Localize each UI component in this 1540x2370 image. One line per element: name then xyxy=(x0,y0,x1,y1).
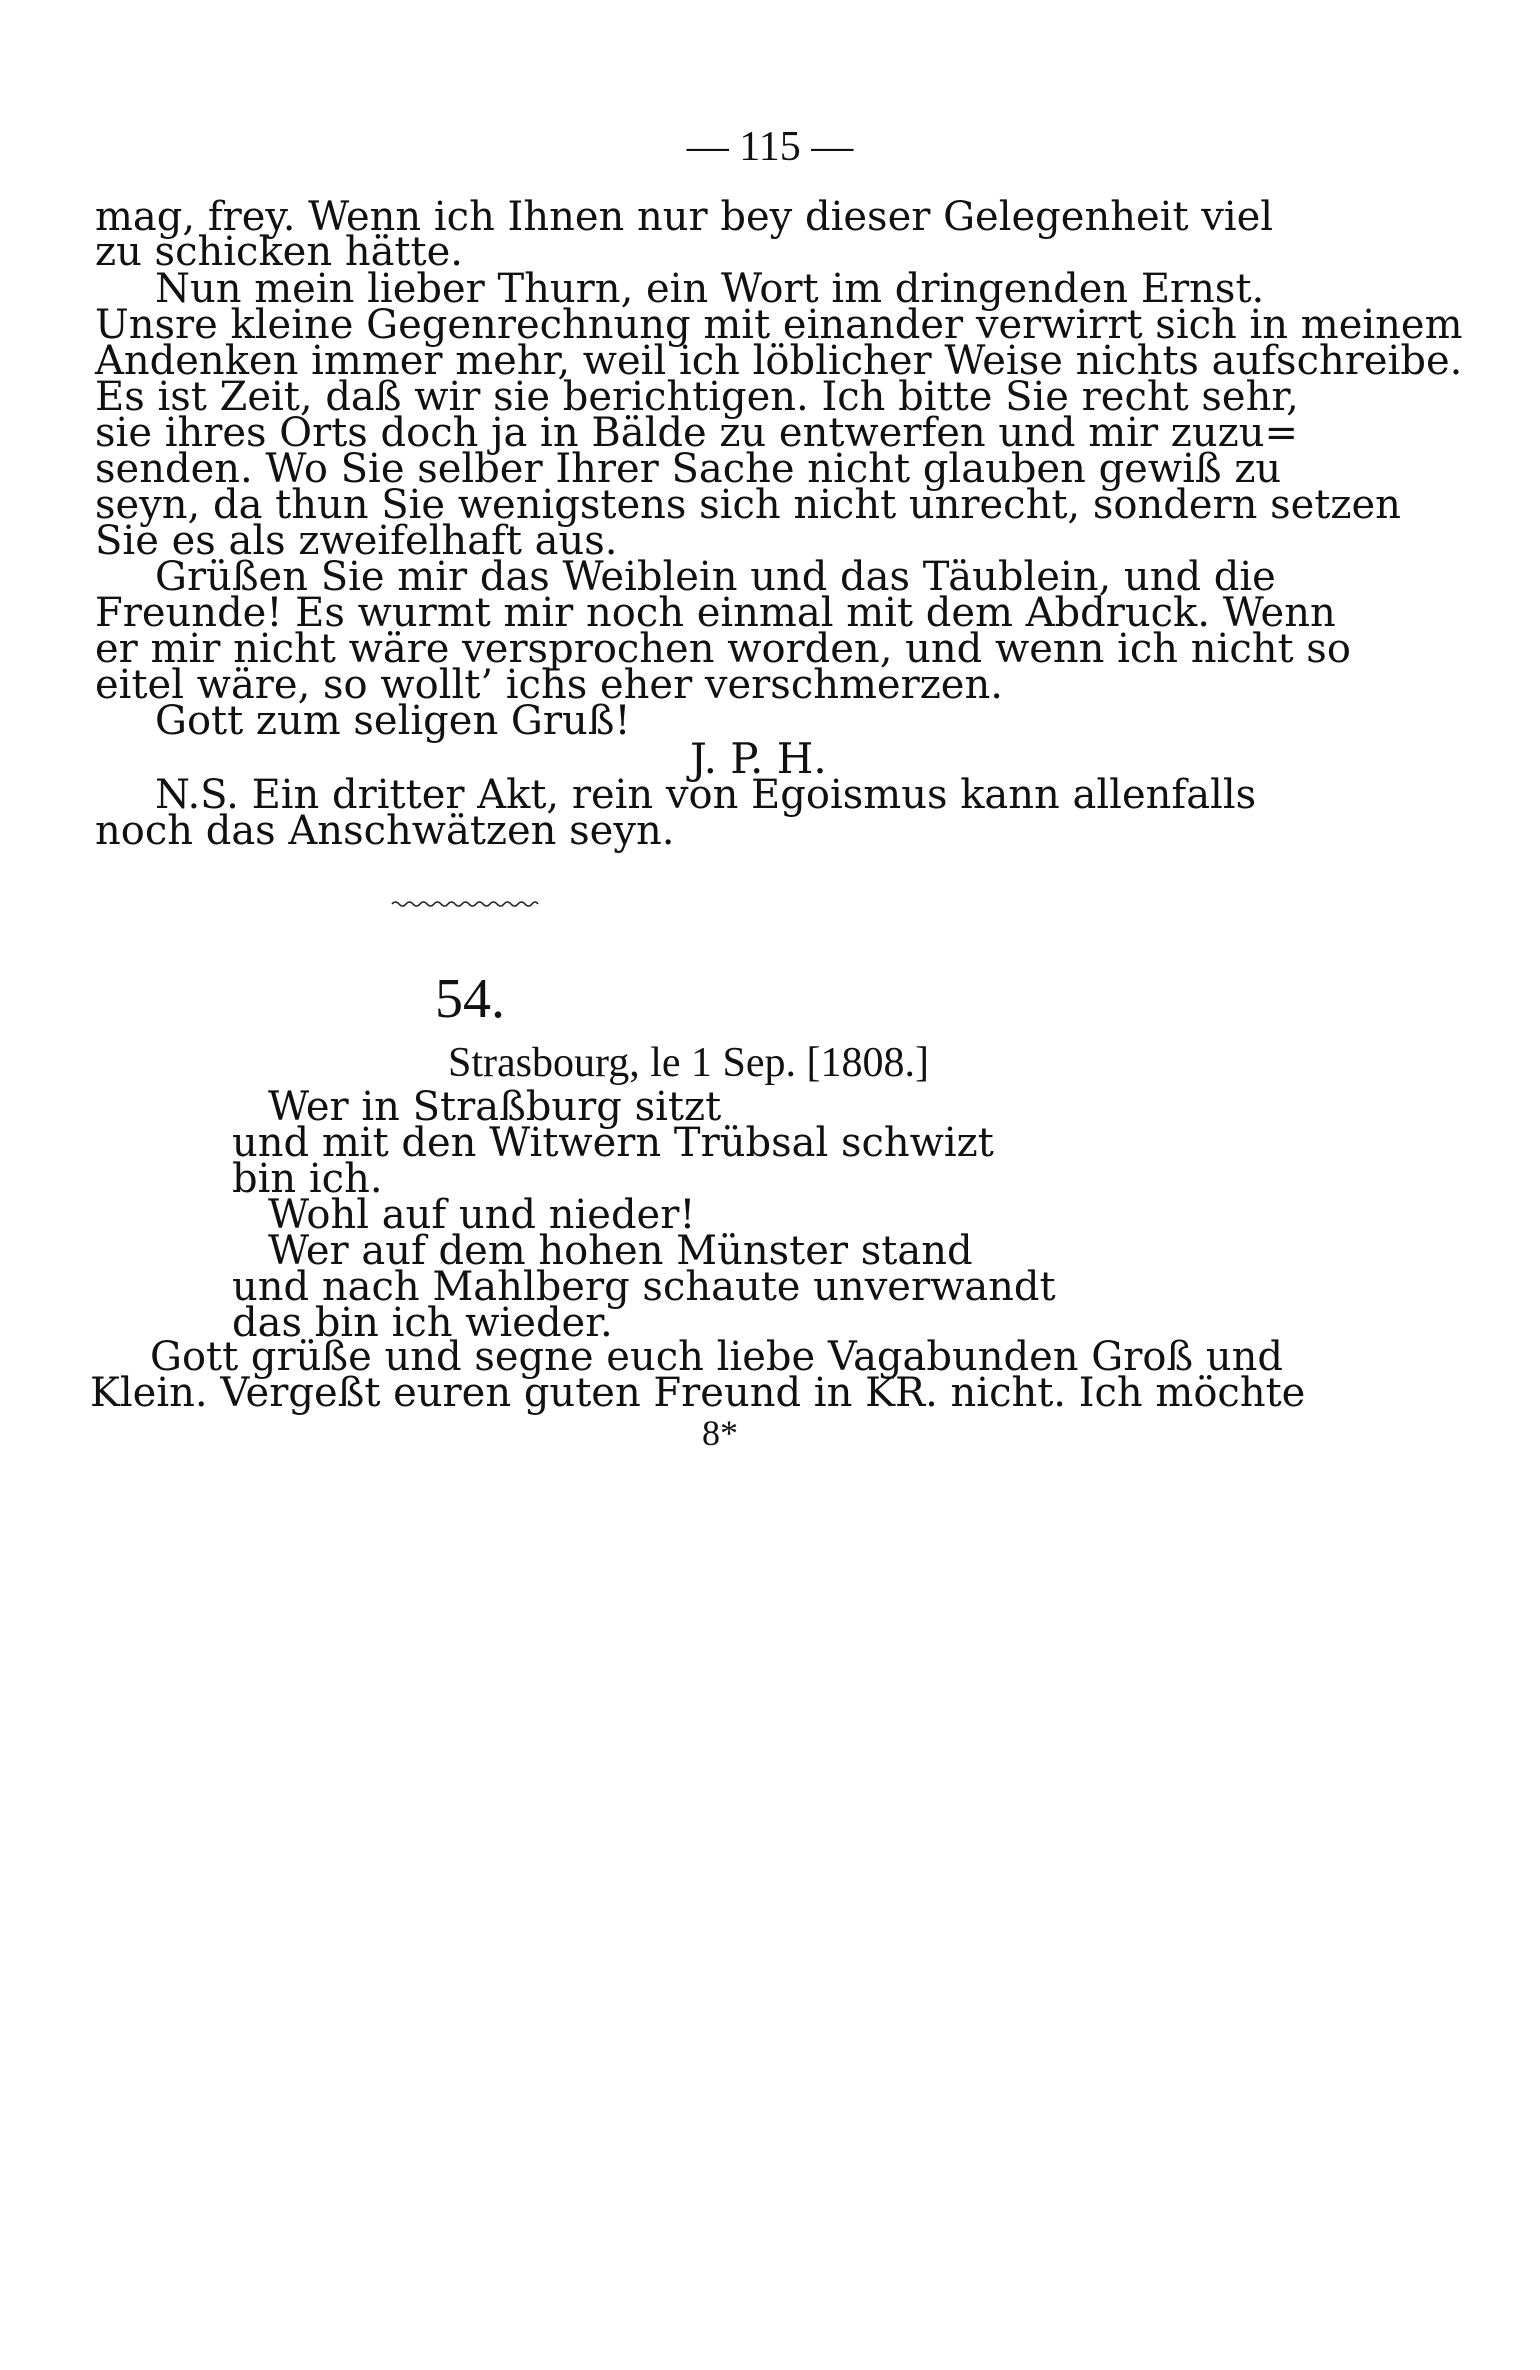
page-number: — 115 — xyxy=(686,124,854,170)
text-line: er mir nicht wäre versprochen worden, und wenn ich nicht so xyxy=(95,626,1351,672)
text-line: Unsre kleine Gegenrechnung mit einander verwirrt sich in meinem xyxy=(95,302,1463,348)
poem-line: Wer auf dem hohen Münster stand xyxy=(268,1228,973,1274)
poem-line: das bin ich wieder. xyxy=(232,1300,613,1346)
sheet-signature-mark: 8* xyxy=(702,1413,738,1453)
letter-number: 54. xyxy=(435,968,505,1030)
text-line: sie ihres Orts doch ja in Bälde zu entwerfen und mir zuzu= xyxy=(95,410,1298,456)
text-line: senden. Wo Sie selber Ihrer Sache nicht glauben gewiß zu xyxy=(95,446,1282,492)
text-line: seyn, da thun Sie wenigstens sich nicht unrecht, sondern setzen xyxy=(95,482,1401,528)
poem-line: bin ich. xyxy=(232,1156,383,1202)
text-line: zu schicken hätte. xyxy=(95,229,463,275)
text-line: mag, frey. Wenn ich Ihnen nur bey dieser Gelegenheit viel xyxy=(95,194,1274,240)
place-date: Strasbourg, le 1 Sep. [1808.] xyxy=(448,1040,930,1086)
section-divider xyxy=(390,899,540,909)
postscript-line: noch das Anschwätzen seyn. xyxy=(95,808,675,854)
poem-line: und mit den Witwern Trübsal schwizt xyxy=(232,1120,994,1166)
text-line: Grüßen Sie mir das Weiblein und das Täublein, und die xyxy=(155,554,1276,600)
text-line: eitel wäre, so wollt’ ichs eher verschmerzen. xyxy=(95,662,1003,708)
text-line: Gott grüße und segne euch liebe Vagabunden Groß und xyxy=(150,1334,1283,1380)
poem-line: Wohl auf und nieder! xyxy=(268,1192,696,1238)
postscript-line: N.S. Ein dritter Akt, rein von Egoismus kann allenfalls xyxy=(155,772,1257,818)
text-line: Andenken immer mehr, weil ich löblicher Weise nichts aufschreibe. xyxy=(95,338,1463,384)
poem-line: und nach Mahlberg schaute unverwandt xyxy=(232,1264,1056,1310)
text-line: Gott zum seligen Gruß! xyxy=(155,698,631,744)
text-line: Nun mein lieber Thurn, ein Wort im dringenden Ernst. xyxy=(155,266,1265,312)
signature: J. P. H. xyxy=(690,734,827,783)
text-line: Klein. Vergeßt euren guten Freund in KR. nicht. Ich möchte xyxy=(90,1370,1306,1416)
text-line: Es ist Zeit, daß wir sie berichtigen. Ich bitte Sie recht sehr, xyxy=(95,374,1299,420)
poem-line: Wer in Straßburg sitzt xyxy=(268,1084,722,1130)
text-line: Freunde! Es wurmt mir noch einmal mit dem Abdruck. Wenn xyxy=(95,590,1336,636)
text-line: Sie es als zweifelhaft aus. xyxy=(95,518,618,564)
